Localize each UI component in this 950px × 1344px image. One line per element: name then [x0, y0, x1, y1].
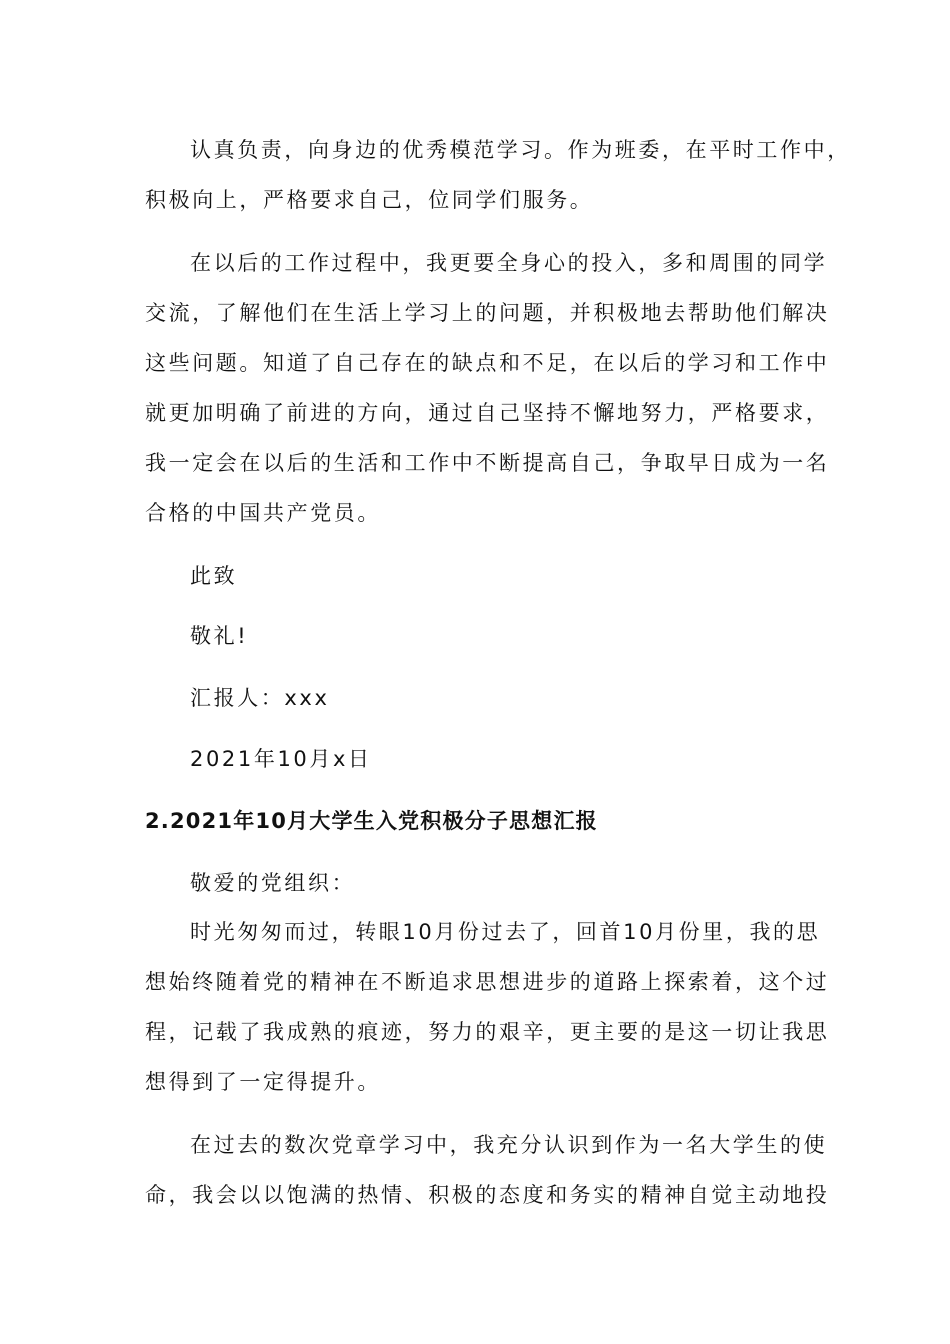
paragraph-line: 程，记载了我成熟的痕迹，努力的艰辛，更主要的是这一切让我思 [145, 1020, 830, 1044]
report-date: 2021年10月x日 [190, 747, 372, 771]
closing-regards: 敬礼! [190, 624, 249, 648]
closing-salutation: 此致 [190, 564, 238, 588]
letter-greeting: 敬爱的党组织： [190, 871, 356, 895]
paragraph-line: 想始终随着党的精神在不断追求思想进步的道路上探索着，这个过 [145, 970, 830, 994]
paragraph-line: 在过去的数次党章学习中，我充分认识到作为一名大学生的使 [190, 1133, 828, 1157]
paragraph-line: 命，我会以以饱满的热情、积极的态度和务实的精神自觉主动地投 [145, 1183, 830, 1207]
paragraph-line: 合格的中国共产党员。 [145, 501, 381, 525]
paragraph-line: 积极向上，严格要求自己，位同学们服务。 [145, 188, 594, 212]
paragraph-line: 想得到了一定得提升。 [145, 1070, 381, 1094]
paragraph-line: 我一定会在以后的生活和工作中不断提高自己，争取早日成为一名 [145, 451, 830, 475]
paragraph-line: 时光匆匆而过，转眼10月份过去了，回首10月份里，我的思 [190, 920, 821, 944]
reporter-name: 汇报人：xxx [190, 686, 330, 710]
paragraph-line: 认真负责，向身边的优秀模范学习。作为班委，在平时工作中， [190, 138, 851, 162]
paragraph-line: 这些问题。知道了自己存在的缺点和不足，在以后的学习和工作中 [145, 351, 830, 375]
paragraph-line: 在以后的工作过程中，我更要全身心的投入，多和周围的同学 [190, 251, 828, 275]
paragraph-line: 交流，了解他们在生活上学习上的问题，并积极地去帮助他们解决 [145, 301, 830, 325]
paragraph-line: 就更加明确了前进的方向，通过自己坚持不懈地努力，严格要求， [145, 401, 830, 425]
section-heading: 2.2021年10月大学生入党积极分子思想汇报 [145, 809, 598, 833]
